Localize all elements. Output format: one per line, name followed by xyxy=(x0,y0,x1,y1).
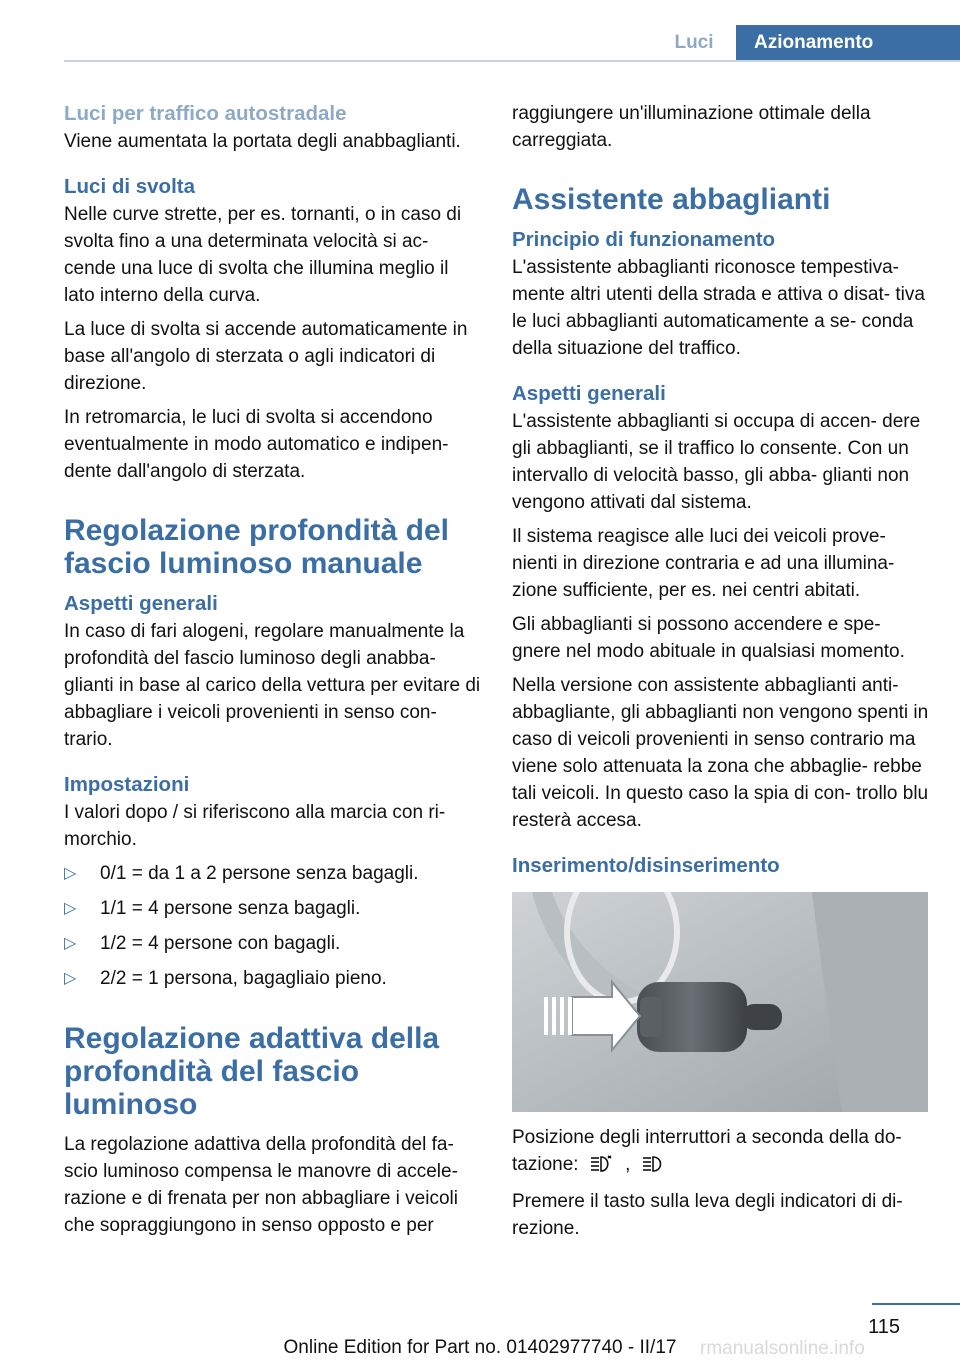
heading-luci-svolta: Luci di svolta xyxy=(64,175,195,198)
heading-regolazione-manuale: Regolazione profondità del fascio luminoso manuale xyxy=(64,514,450,580)
paragraph-premere: Premere il tasto sulla leva degli indicatori di di‐ rezione. xyxy=(512,1191,903,1239)
header-rule xyxy=(64,60,960,62)
list-item: ▷ 2/2 = 1 persona, bagagliaio pieno. xyxy=(64,965,484,1000)
paragraph-aspetti-1: L'assistente abbaglianti si occupa di accen‐ dere gli abbaglianti, se il traffico lo consente. Con un intervallo di velocità basso, gli abba‐ glianti non vengono attivati dal sistema. xyxy=(512,411,921,513)
triangle-bullet-icon: ▷ xyxy=(64,935,77,952)
stalk-illustration xyxy=(512,892,928,1112)
paragraph-svolta-1: Nelle curve strette, per es. tornanti, o in caso di svolta fino a una determinata velocità si ac‐ cende una luce di svolta che illumina meglio il lato interno della curva. xyxy=(64,204,462,306)
header-chapter-tab: Azionamento xyxy=(736,25,960,62)
right-column xyxy=(512,100,930,1249)
page-header xyxy=(0,0,960,62)
paragraph-posizione: Posizione degli interruttori a seconda della do‐ tazione: , xyxy=(512,1124,930,1181)
paragraph-adattiva: La regolazione adattiva della profondità del fa‐ scio luminoso compensa le manovre di accele‐ razione e di frenata per non abbagliare i veicoli che sopraggiungono in senso opposto e per xyxy=(64,1134,458,1236)
header-section-label: Luci xyxy=(674,32,714,53)
footer-edition: Online Edition for Part no. 01402977740 - II/17 xyxy=(283,1337,677,1358)
paragraph-aspetti-4: Nella versione con assistente abbaglianti anti‐ abbagliante, gli abbaglianti non vengono spenti in caso di veicoli provenienti in senso contrario ma viene solo attenuata la zona che abbaglie‐ rebbe tali veicoli. In questo caso la spia di con‐ trollo blu resterà accesa. xyxy=(512,675,929,831)
heading-principio: Principio di funzionamento xyxy=(512,228,776,251)
triangle-bullet-icon: ▷ xyxy=(64,900,77,917)
page-number: 115 xyxy=(868,1316,900,1338)
left-column xyxy=(64,100,484,1246)
heading-aspetti-generali-right: Aspetti generali xyxy=(512,382,666,405)
paragraph-svolta-3: In retromarcia, le luci di svolta si accendono eventualmente in modo automatico e indipen‐ dente dall'angolo di sterzata. xyxy=(64,407,449,482)
heading-inserimento: Inserimento/disinserimento xyxy=(512,854,780,877)
paragraph-principio: L'assistente abbaglianti riconosce tempestiva‐ mente altri utenti della strada e attiva o disat‐ tiva le luci abbaglianti automaticamente a se‐ conda della situazione del traffico. xyxy=(512,257,925,359)
paragraph-traffico: Viene aumentata la portata degli anabbaglianti. xyxy=(64,131,461,152)
heading-luci-traffico: Luci per traffico autostradale xyxy=(64,102,347,125)
paragraph-aspetti-3: Gli abbaglianti si possono accendere e spe‐ gnere nel modo abituale in qualsiasi momento. xyxy=(512,614,905,662)
list-item: ▷ 1/1 = 4 persone senza bagagli. xyxy=(64,895,484,930)
list-item: ▷ 0/1 = da 1 a 2 persone senza bagagli. xyxy=(64,860,484,895)
high-beam-assist-auto-icon xyxy=(642,1154,666,1181)
heading-assistente-abbaglianti: Assistente abbaglianti xyxy=(512,183,831,216)
paragraph-aspetti-left: In caso di fari alogeni, regolare manualmente la profondità del fascio luminoso degli anabba‐ glianti in base al carico della vettura per evitare di abbagliare i veicoli provenienti in senso con‐ trario. xyxy=(64,621,481,750)
high-beam-assist-icon xyxy=(590,1154,614,1181)
paragraph-svolta-2: La luce di svolta si accende automaticamente in base all'angolo di sterzata o agli indicatori di direzione. xyxy=(64,319,468,394)
settings-list xyxy=(64,860,484,1000)
paragraph-continua: raggiungere un'illuminazione ottimale della carreggiata. xyxy=(512,103,871,151)
heading-regolazione-adattiva: Regolazione adattiva della profondità del fascio luminoso xyxy=(64,1022,440,1121)
list-item: ▷ 1/2 = 4 persone con bagagli. xyxy=(64,930,484,965)
triangle-bullet-icon: ▷ xyxy=(64,865,77,882)
paragraph-aspetti-2: Il sistema reagisce alle luci dei veicoli prove‐ nienti in direzione contraria e ad una illumina‐ zione sufficiente, per es. nei centri abitati. xyxy=(512,526,895,601)
watermark: rmanualsonline.info xyxy=(700,1338,865,1359)
paragraph-impostazioni: I valori dopo / si riferiscono alla marcia con ri‐ morchio. xyxy=(64,802,446,850)
footer-rule xyxy=(872,1303,960,1305)
triangle-bullet-icon: ▷ xyxy=(64,970,77,987)
heading-aspetti-generali-left: Aspetti generali xyxy=(64,592,218,615)
heading-impostazioni: Impostazioni xyxy=(64,773,190,796)
